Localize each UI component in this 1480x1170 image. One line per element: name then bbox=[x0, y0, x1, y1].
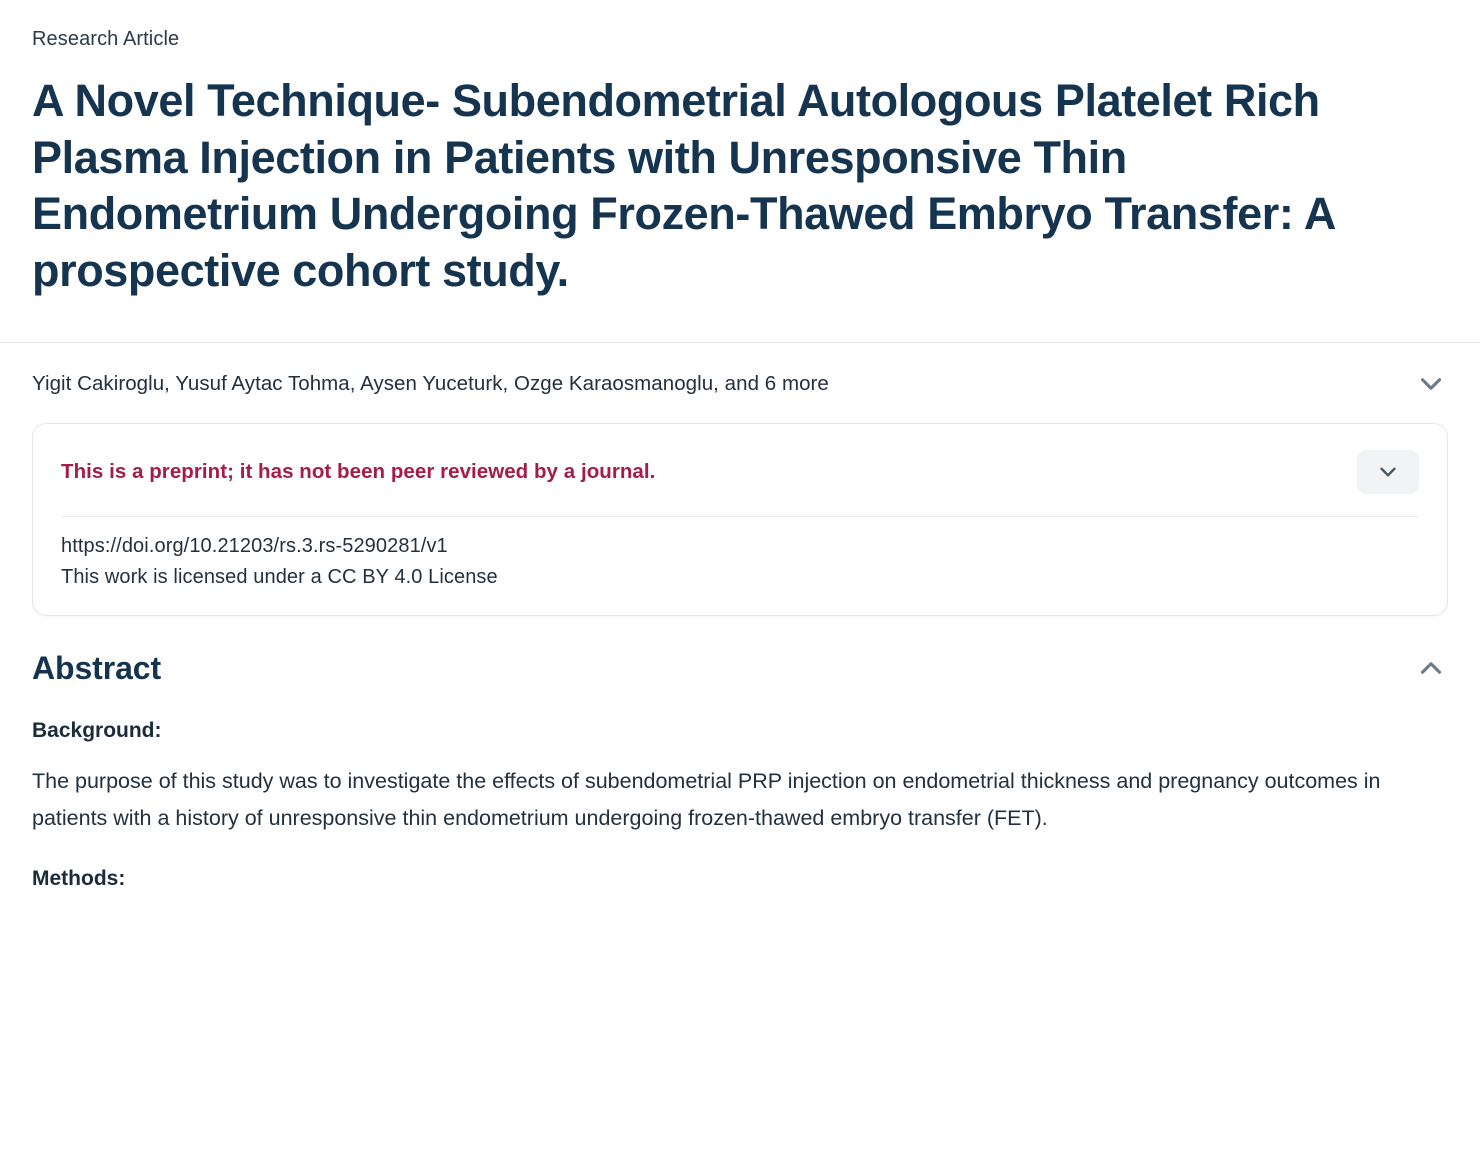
preprint-notice: This is a preprint; it has not been peer reviewed by a journal. bbox=[61, 459, 656, 483]
abstract-header[interactable] bbox=[32, 650, 1448, 687]
preprint-card bbox=[32, 423, 1448, 616]
abstract-heading: Abstract bbox=[32, 649, 162, 686]
page-title: A Novel Technique- Subendometrial Autologous Platelet Rich Plasma Injection in Patients with Unresponsive Thin Endometrium Undergoing Frozen-Thawed Embryo Transfer: A prospective cohort study. bbox=[32, 75, 1335, 297]
article-type-label: Research Article bbox=[32, 28, 180, 50]
methods-label: Methods: bbox=[32, 866, 126, 890]
chevron-down-icon bbox=[1375, 459, 1401, 485]
authors-list: Yigit Cakiroglu, Yusuf Aytac Tohma, Aysen Yuceturk, Ozge Karaosmanoglu, and 6 more bbox=[32, 371, 829, 395]
preprint-expand-button[interactable] bbox=[1357, 450, 1419, 494]
background-label: Background: bbox=[32, 718, 162, 742]
background-text: The purpose of this study was to investigate the effects of subendometrial PRP injection on endometrial thickness and pregnancy outcomes in patients with a history of unresponsive thin endometrium undergoing frozen-thawed embryo transfer (FET). bbox=[32, 768, 1381, 830]
preprint-body bbox=[33, 517, 1447, 615]
authors-row[interactable] bbox=[32, 343, 1448, 423]
chevron-down-icon[interactable] bbox=[1414, 367, 1448, 401]
preprint-header bbox=[33, 424, 1447, 516]
doi-link[interactable]: https://doi.org/10.21203/rs.3.rs-5290281/v1 bbox=[61, 534, 448, 557]
chevron-up-icon[interactable] bbox=[1414, 651, 1448, 685]
license-text: This work is licensed under a CC BY 4.0 License bbox=[61, 565, 498, 588]
